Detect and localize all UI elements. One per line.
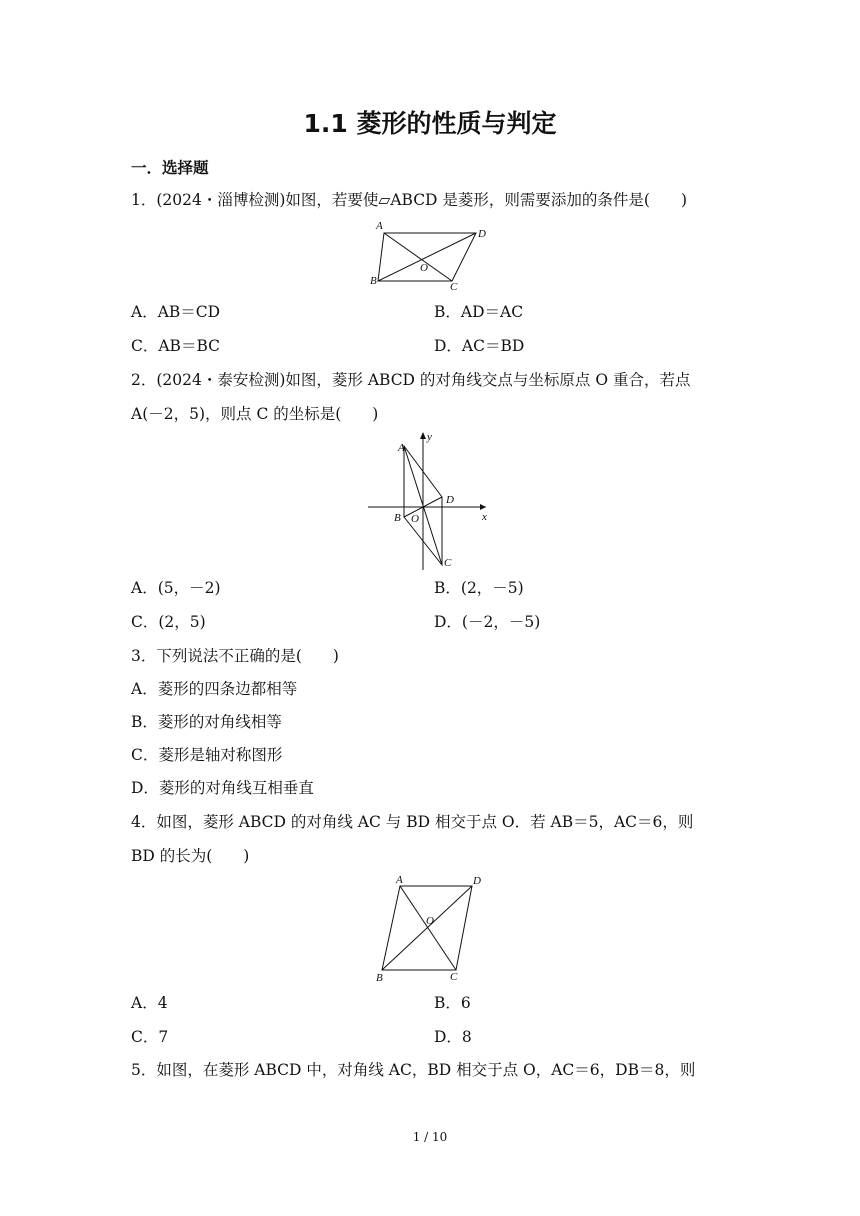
- point-label-o: O: [426, 915, 434, 927]
- section-heading: 一．选择题: [131, 159, 209, 177]
- question-4-figure: [370, 872, 490, 988]
- question-2-option-d: D．(－2，－5): [434, 613, 541, 631]
- question-3-option-b: B．菱形的对角线相等: [131, 713, 282, 731]
- diagonal-ac: [384, 233, 452, 281]
- question-2-stem-line-2: A(－2，5)，则点 C 的坐标是( ): [131, 405, 379, 423]
- question-1-figure: [368, 218, 498, 296]
- question-3-option-c: C．菱形是轴对称图形: [131, 746, 283, 764]
- y-axis-arrow-icon: [420, 432, 426, 439]
- question-1-option-a: A．AB＝CD: [131, 303, 221, 321]
- question-4-stem-line-2: BD 的长为( ): [131, 847, 250, 865]
- question-4-stem-line-1: 4．如图，菱形 ABCD 的对角线 AC 与 BD 相交于点 O．若 AB＝5，AC＝6，则: [131, 813, 694, 831]
- x-axis-arrow-icon: [480, 504, 486, 510]
- point-label-c: C: [450, 971, 458, 983]
- question-1-option-c: C．AB＝BC: [131, 337, 220, 355]
- question-2-option-c: C．(2，5): [131, 613, 206, 631]
- question-2-option-b: B．(2，－5): [434, 579, 524, 597]
- question-1-option-b: B．AD＝AC: [434, 303, 524, 321]
- point-label-b: B: [394, 512, 401, 524]
- question-2-stem-line-1: 2．(2024・泰安检测)如图，菱形 ABCD 的对角线交点与坐标原点 O 重合，若点: [131, 371, 691, 389]
- point-label-b: B: [370, 275, 377, 287]
- page-number: 1 / 10: [412, 1130, 448, 1144]
- point-label-c: C: [450, 281, 458, 292]
- point-label-o: O: [420, 262, 428, 274]
- point-label-a: A: [398, 442, 405, 454]
- question-4-option-c: C．7: [131, 1028, 169, 1046]
- point-label-d: D: [446, 494, 454, 506]
- point-label-d: D: [473, 875, 481, 887]
- point-label-c: C: [444, 557, 452, 569]
- question-3-option-a: A．菱形的四条边都相等: [131, 680, 298, 698]
- point-label-o: O: [411, 513, 419, 525]
- question-5-stem: 5．如图，在菱形 ABCD 中，对角线 AC，BD 相交于点 O，AC＝6，DB＝8，则: [131, 1061, 696, 1079]
- diagonal-ac: [400, 886, 456, 970]
- point-label-a: A: [396, 874, 403, 886]
- page-title: 1.1 菱形的性质与判定: [303, 109, 557, 138]
- question-4-option-a: A．4: [131, 994, 168, 1012]
- axis-label-x: x: [482, 511, 487, 523]
- question-1-stem: 1．(2024・淄博检测)如图，若要使▱ABCD 是菱形，则需要添加的条件是( ): [131, 191, 688, 209]
- question-2-figure: [366, 430, 496, 576]
- point-label-a: A: [376, 220, 383, 232]
- question-4-option-b: B．6: [434, 994, 471, 1012]
- axis-label-y: y: [427, 431, 432, 443]
- point-label-d: D: [478, 228, 486, 240]
- question-1-option-d: D．AC＝BD: [434, 337, 525, 355]
- question-4-option-d: D．8: [434, 1028, 472, 1046]
- question-3-option-d: D．菱形的对角线互相垂直: [131, 779, 314, 797]
- point-label-b: B: [376, 972, 383, 984]
- question-2-option-a: A．(5，－2): [131, 579, 221, 597]
- question-3-stem: 3．下列说法不正确的是( ): [131, 647, 339, 665]
